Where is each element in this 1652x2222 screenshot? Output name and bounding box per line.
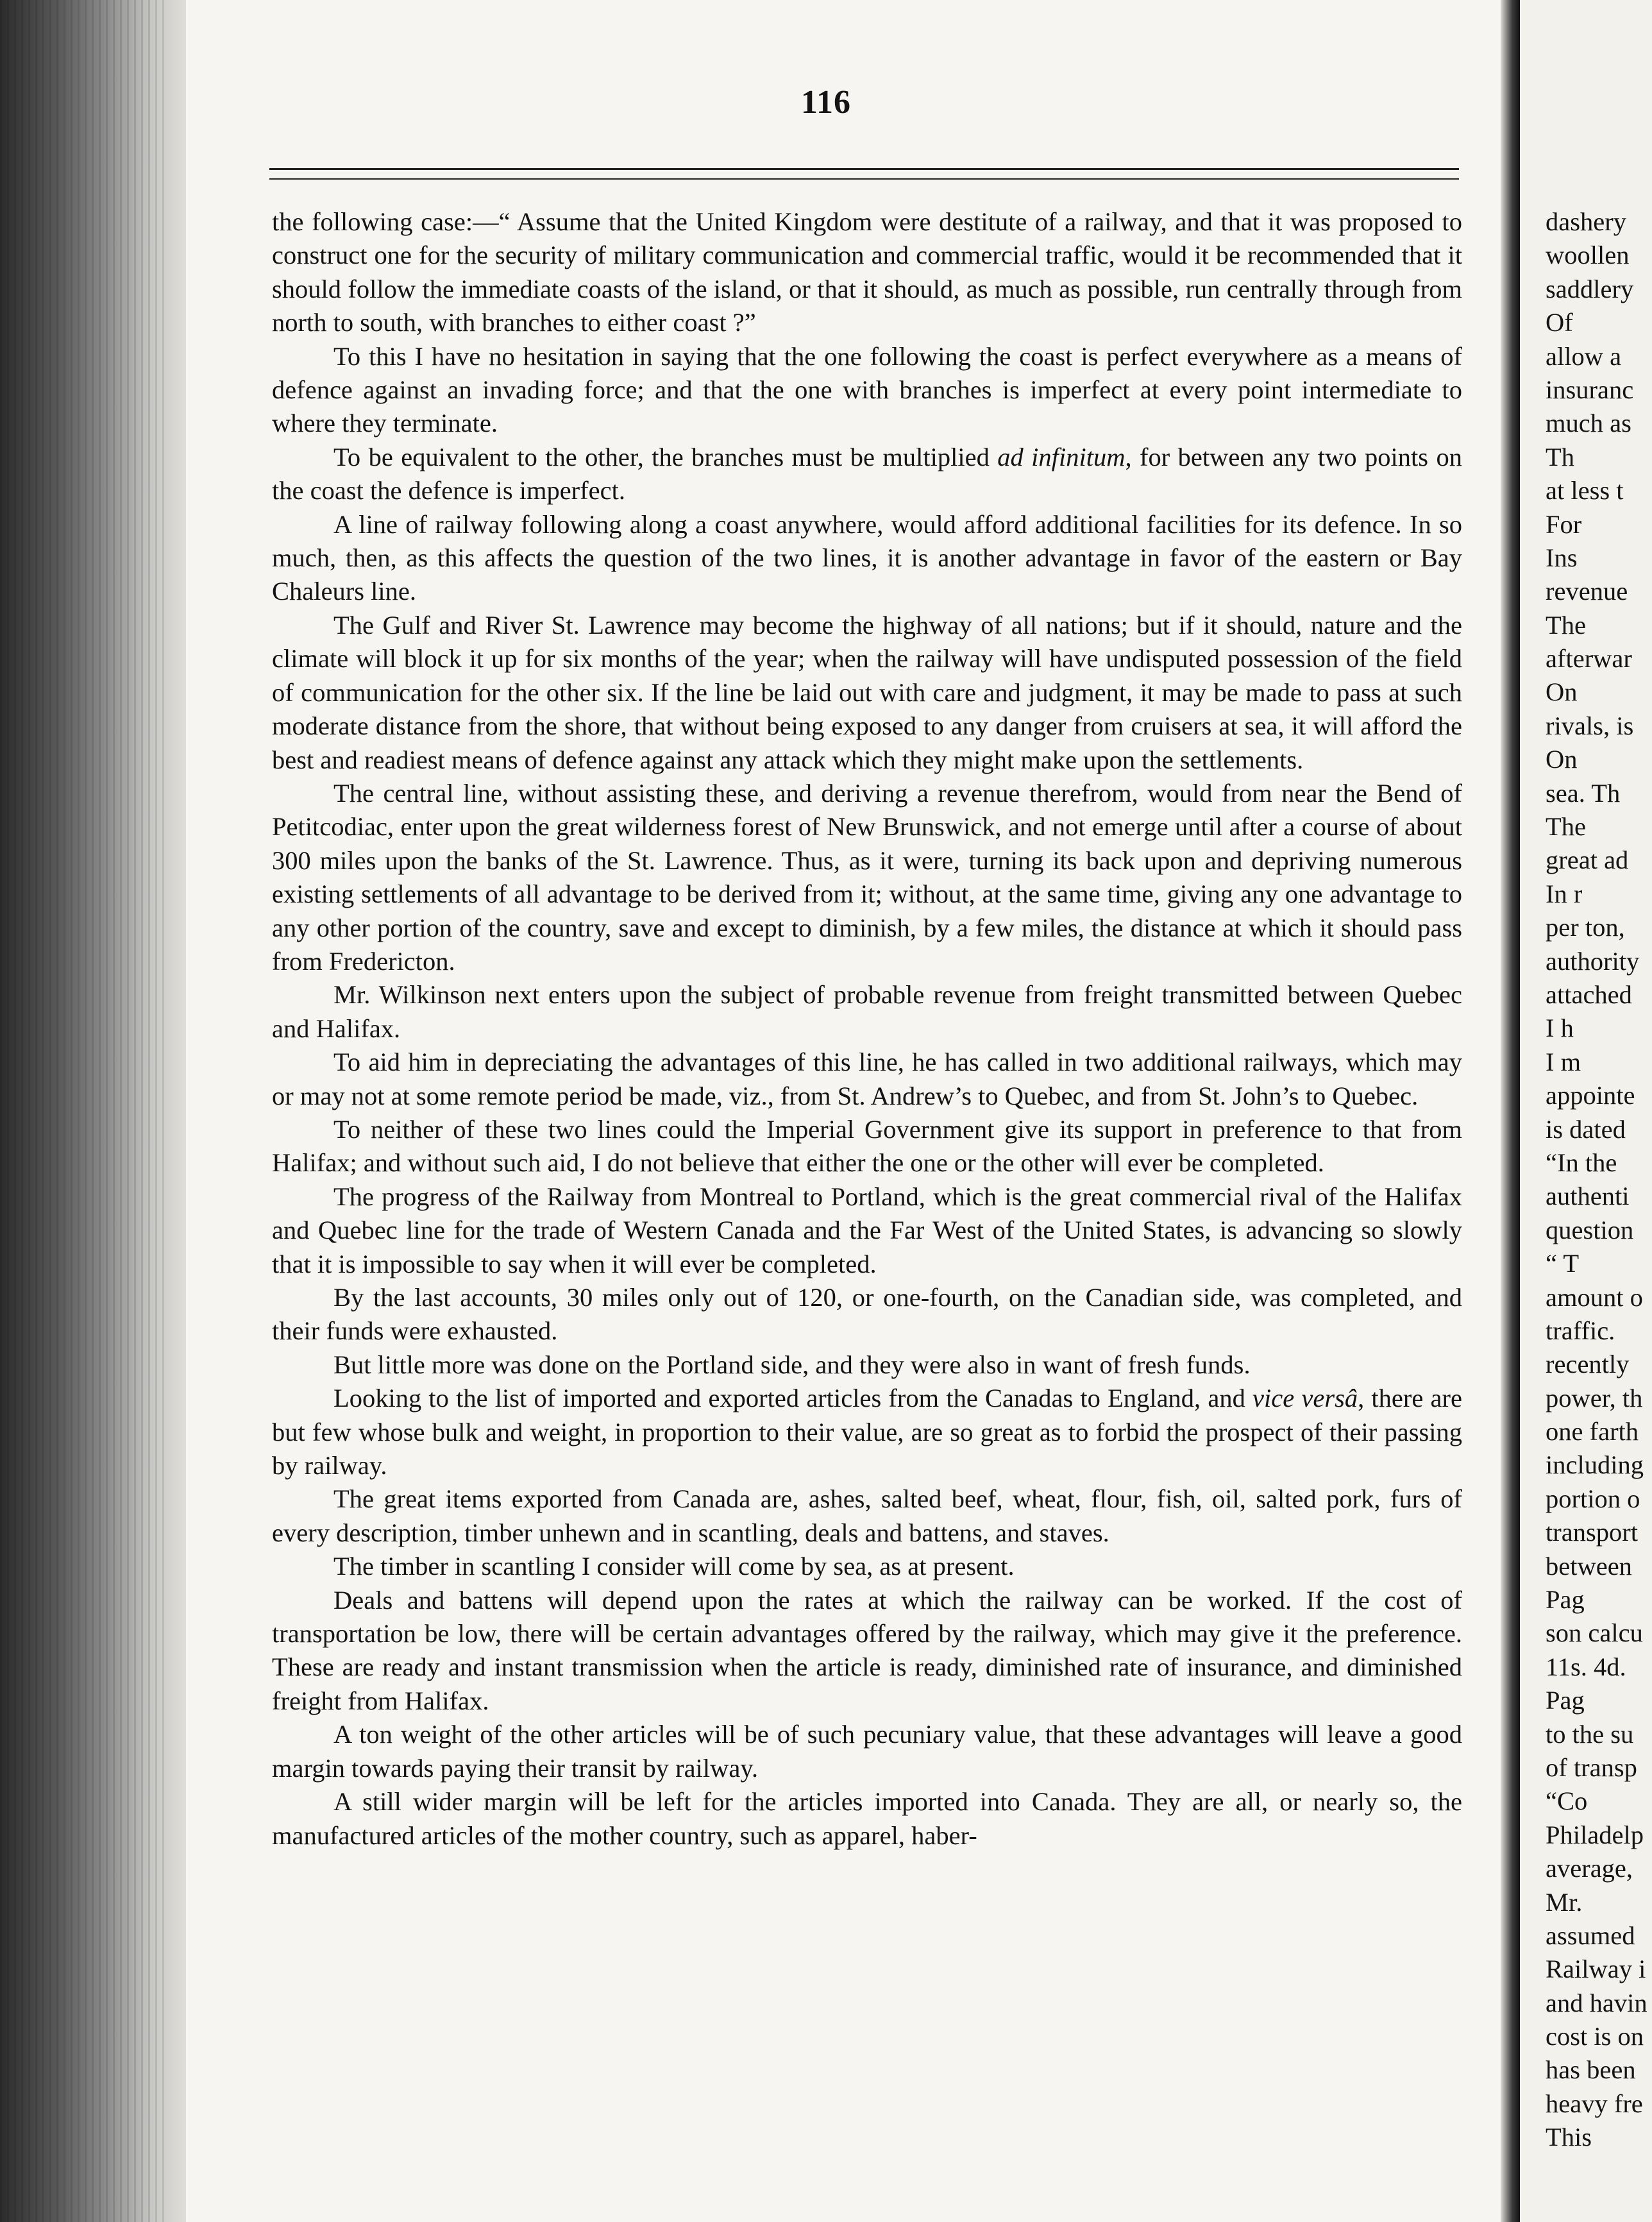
italic-phrase: ad infinitum — [997, 442, 1125, 471]
paragraph: The Gulf and River St. Lawrence may become the highway of all nations; but if it should, nature and the climate will block it up for six months of the year; when the railway will have undisputed possession of the field of communication for the other six. If the line be laid out with care and judgment, it may be made to pass at such moderate distance from the shore, that without being exposed to any danger from cruisers at sea, it will afford the best and readiest means of defence against any attack which they might make upon the settlements. — [272, 610, 1462, 774]
adjacent-fragment: portion o — [1546, 1484, 1640, 1513]
paragraph: But little more was done on the Portland side, and they were also in want of fresh funds. — [333, 1350, 1251, 1379]
adjacent-fragment: heavy fre — [1546, 2089, 1643, 2118]
paragraph: The great items exported from Canada are, ashes, salted beef, wheat, flour, fish, oil, salted pork, furs of every description, timber unhewn and in scantling, deals and battens, and staves. — [272, 1484, 1462, 1547]
adjacent-fragment: per ton, — [1546, 913, 1625, 942]
adjacent-fragment: appointe — [1546, 1081, 1635, 1110]
adjacent-fragment: revenue — [1546, 577, 1628, 606]
adjacent-fragment: question — [1546, 1215, 1634, 1244]
adjacent-fragment: great ad — [1546, 845, 1629, 875]
header-rule-thin — [269, 178, 1459, 180]
header-rule — [269, 168, 1459, 170]
adjacent-fragment: “Co — [1546, 1786, 1588, 1816]
adjacent-fragment: rivals, is — [1546, 711, 1634, 740]
adjacent-fragment: dashery — [1546, 207, 1626, 236]
adjacent-fragment: assumed — [1546, 1921, 1635, 1950]
adjacent-fragment: The — [1546, 610, 1586, 640]
adjacent-fragment: allow a — [1546, 341, 1622, 371]
paragraph: To this I have no hesitation in saying that the one following the coast is perfect everywhere as a means of defence against an invading force; and that the one with branches is imperfect at every point intermediate to where they terminate. — [272, 341, 1462, 438]
adjacent-fragment: transport — [1546, 1518, 1638, 1547]
adjacent-fragment: On — [1546, 677, 1578, 707]
adjacent-fragment: cost is on — [1546, 2022, 1644, 2051]
adjacent-fragment: traffic. — [1546, 1316, 1615, 1345]
paragraph: By the last accounts, 30 miles only out of 120, or one-fourth, on the Canadian side, was completed, and their funds were exhausted. — [272, 1283, 1462, 1346]
adjacent-fragment: For — [1546, 509, 1582, 539]
adjacent-fragment: son calcu — [1546, 1618, 1643, 1648]
adjacent-fragment: afterwar — [1546, 644, 1632, 674]
adjacent-fragment: woollen — [1546, 241, 1630, 270]
adjacent-fragment: Of — [1546, 308, 1573, 337]
adjacent-fragment: saddlery — [1546, 274, 1634, 303]
adjacent-fragment: one farth — [1546, 1417, 1639, 1446]
paragraph: A line of railway following along a coast anywhere, would afford additional facilities for its defence. In so much, then, as this affects the question of the two lines, it is another advantage in favor of the eastern or Bay Chaleurs line. — [272, 509, 1462, 606]
italic-phrase: vice versâ — [1252, 1384, 1358, 1413]
adjacent-fragment: I m — [1546, 1047, 1581, 1076]
adjacent-fragment: Philadelp — [1546, 1820, 1644, 1849]
adjacent-fragment: amount o — [1546, 1282, 1643, 1312]
adjacent-fragment: average, — [1546, 1854, 1633, 1883]
adjacent-fragment: of transp — [1546, 1752, 1637, 1782]
adjacent-fragment: at less t — [1546, 476, 1624, 505]
paragraph: A still wider margin will be left for the articles imported into Canada. They are all, or nearly so, the manufactured articles of the mother country, such as apparel, haber- — [272, 1787, 1462, 1850]
page-number: 116 — [800, 84, 852, 121]
adjacent-fragment: Mr. — [1546, 1887, 1583, 1917]
adjacent-fragment: The — [1546, 812, 1586, 842]
adjacent-fragment: This — [1546, 2123, 1592, 2152]
paragraph: A ton weight of the other articles will be of such pecuniary value, that these advantages will leave a good margin towards paying their transit by railway. — [272, 1720, 1462, 1783]
adjacent-fragment: between — [1546, 1551, 1632, 1581]
adjacent-page-fragments — [1546, 205, 1652, 2155]
paragraph: Mr. Wilkinson next enters upon the subject of probable revenue from freight transmitted between Quebec and Halifax. — [272, 980, 1462, 1043]
adjacent-fragment: 11s. 4d. — [1546, 1652, 1626, 1681]
adjacent-fragment: much as — [1546, 409, 1631, 438]
paragraph: The progress of the Railway from Montreal to Portland, which is the great commercial rival of the Halifax and Quebec line for the trade of Western Canada and the Far West of the United States, is advancing so slowly that it is impossible to say when it will ever be completed. — [272, 1182, 1462, 1278]
adjacent-fragment: In r — [1546, 879, 1583, 908]
adjacent-fragment: Th — [1546, 442, 1574, 471]
paragraph: To aid him in depreciating the advantages of this line, he has called in two additional railways, which may or may not at some remote period be made, viz., from St. Andrew’s to Quebec, and from St. John’s to Quebec. — [272, 1047, 1462, 1110]
adjacent-fragment: attached — [1546, 980, 1632, 1009]
adjacent-fragment: authenti — [1546, 1182, 1630, 1211]
adjacent-fragment: and havin — [1546, 1988, 1648, 2017]
paragraph: Deals and battens will depend upon the rates at which the railway can be worked. If the cost of transportation be low, there will be certain advantages offered by the railway, which may give it the preference. These are ready and instant transmission when the article is ready, diminished rate of insurance, and diminished freight from Halifax. — [272, 1585, 1462, 1715]
page-edges — [0, 0, 167, 2222]
adjacent-fragment: recently — [1546, 1350, 1630, 1379]
adjacent-fragment: to the su — [1546, 1719, 1634, 1749]
adjacent-fragment: Pag — [1546, 1585, 1585, 1615]
adjacent-fragment: power, th — [1546, 1383, 1643, 1412]
adjacent-fragment: Pag — [1546, 1686, 1585, 1715]
paragraph: the following case:—“ Assume that the United Kingdom were destitute of a railway, and that it was proposed to construct one for the security of military communication and commercial traffic, would it be recommended that it should follow the immediate coasts of the island, or that it should, as much as possible, run centrally through from north to south, with branches to either coast ?” — [272, 207, 1462, 337]
paragraph: To be equivalent to the other, the branches must be multiplied ad infinitum, for between any two points on the coast the defence is imperfect. — [272, 442, 1462, 505]
paragraph: To neither of these two lines could the Imperial Government give its support in preference to that from Halifax; and without such aid, I do not believe that either the one or the other will ever be completed. — [272, 1114, 1462, 1178]
adjacent-fragment: Ins — [1546, 543, 1578, 572]
paragraph: Looking to the list of imported and exported articles from the Canadas to England, and vice versâ, there are but few whose bulk and weight, in proportion to their value, are so great as to forbid the prospect of their passing by railway. — [272, 1384, 1462, 1480]
adjacent-fragment: “ T — [1546, 1249, 1580, 1278]
adjacent-fragment: has been — [1546, 2055, 1636, 2085]
adjacent-fragment: sea. Th — [1546, 778, 1621, 808]
adjacent-fragment: including — [1546, 1450, 1644, 1480]
paragraph: The central line, without assisting these, and deriving a revenue therefrom, would from near the Bend of Petitcodiac, enter upon the great wilderness forest of New Brunswick, and not emerge until after a course of about 300 miles upon the banks of the St. Lawrence. Thus, as it were, turning its back upon and depriving numerous existing settlements of all advantage to be derived from it; without, at the same time, giving any one advantage to any other portion of the country, save and except to diminish, by a few miles, the distance at which it should pass from Fredericton. — [272, 778, 1462, 976]
main-text-column — [272, 205, 1462, 1853]
adjacent-fragment: insuranc — [1546, 375, 1634, 404]
adjacent-fragment: On — [1546, 745, 1578, 774]
adjacent-fragment: I h — [1546, 1013, 1574, 1043]
page-fold — [1501, 0, 1520, 2222]
paragraph: The timber in scantling I consider will come by sea, as at present. — [333, 1552, 1015, 1581]
adjacent-fragment: authority — [1546, 946, 1640, 976]
adjacent-fragment: Railway i — [1546, 1955, 1646, 1984]
adjacent-fragment: “In the — [1546, 1148, 1617, 1177]
adjacent-fragment: is dated — [1546, 1114, 1626, 1144]
